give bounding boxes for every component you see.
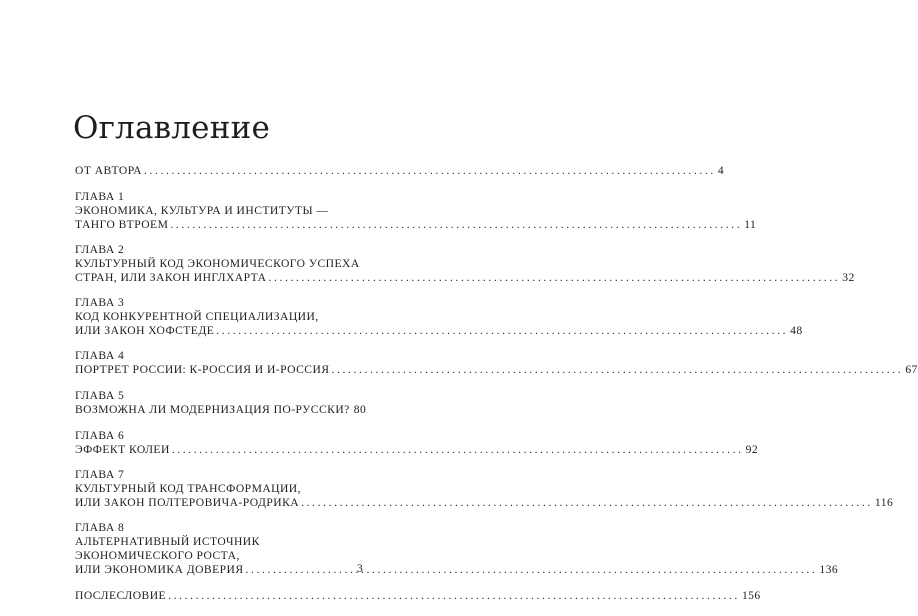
page-title: Оглавление	[73, 110, 270, 146]
chapter-label: ГЛАВА 3	[75, 296, 125, 309]
chapter-label: ГЛАВА 8	[75, 521, 125, 534]
toc-row	[75, 403, 367, 417]
toc-entry-title: ПОСЛЕСЛОВИЕ	[75, 589, 167, 602]
toc-row	[75, 443, 759, 457]
toc-row	[75, 218, 757, 232]
toc-row	[75, 563, 839, 577]
toc-entry-chapter-6	[75, 429, 759, 457]
toc-entry-preface	[75, 164, 725, 178]
dot-leader	[331, 363, 903, 377]
toc-entry-title-last-line: СТРАН, ИЛИ ЗАКОН ИНГЛХАРТА	[75, 271, 267, 284]
toc-entry-title-line: КУЛЬТУРНЫЙ КОД ЭКОНОМИЧЕСКОГО УСПЕХА	[75, 257, 360, 270]
toc-page-number: 32	[842, 271, 855, 284]
chapter-label: ГЛАВА 6	[75, 429, 125, 442]
table-of-contents	[75, 164, 918, 603]
dot-leader	[170, 218, 742, 232]
dot-leader	[216, 324, 788, 338]
toc-entry-chapter-7	[75, 468, 894, 510]
toc-entry-title-last-line: ЭФФЕКТ КОЛЕИ	[75, 443, 170, 456]
toc-entry-chapter-2	[75, 243, 855, 285]
toc-row	[75, 363, 918, 377]
dot-leader	[246, 563, 818, 577]
chapter-label: ГЛАВА 2	[75, 243, 125, 256]
page-number: 3	[357, 563, 363, 575]
chapter-label: ГЛАВА 7	[75, 468, 125, 481]
toc-row	[75, 589, 761, 603]
toc-page-number: 156	[741, 589, 761, 602]
toc-page-number: 80	[353, 403, 367, 416]
toc-entry-title-line: КУЛЬТУРНЫЙ КОД ТРАНСФОРМАЦИИ,	[75, 482, 301, 495]
dot-leader	[172, 443, 744, 457]
chapter-label: ГЛАВА 4	[75, 349, 125, 362]
toc-entry-chapter-5	[75, 389, 367, 417]
toc-page-number: 67	[905, 363, 918, 376]
toc-entry-title: ОТ АВТОРА	[75, 164, 142, 177]
toc-entry-title-last-line: ВОЗМОЖНА ЛИ МОДЕРНИЗАЦИЯ ПО-РУССКИ?	[75, 403, 350, 416]
toc-entry-title-line: АЛЬТЕРНАТИВНЫЙ ИСТОЧНИК	[75, 535, 260, 548]
toc-entry-title-last-line: ТАНГО ВТРОЕМ	[75, 218, 169, 231]
toc-entry-title-line: ЭКОНОМИЧЕСКОГО РОСТА,	[75, 549, 240, 562]
toc-row	[75, 324, 803, 338]
toc-page-number: 48	[790, 324, 803, 337]
toc-page-number: 136	[819, 563, 839, 576]
toc-row	[75, 271, 855, 285]
toc-entry-title-last-line: ПОРТРЕТ РОССИИ: К-РОССИЯ И И-РОССИЯ	[75, 363, 330, 376]
chapter-label: ГЛАВА 5	[75, 389, 125, 402]
toc-page-number: 4	[717, 164, 725, 177]
toc-entry-title-line: ЭКОНОМИКА, КУЛЬТУРА И ИНСТИТУТЫ —	[75, 204, 329, 217]
toc-entry-chapter-8	[75, 521, 839, 577]
toc-page-number: 116	[874, 496, 894, 509]
toc-entry-title-last-line: ИЛИ ЗАКОН ПОЛТЕРОВИЧА-РОДРИКА	[75, 496, 300, 509]
chapter-label: ГЛАВА 1	[75, 190, 125, 203]
toc-page-number: 92	[745, 443, 759, 456]
toc-entry-title-last-line: ИЛИ ЗАКОН ХОФСТЕДЕ	[75, 324, 215, 337]
dot-leader	[301, 496, 873, 510]
toc-entry-chapter-3	[75, 296, 803, 338]
toc-row	[75, 164, 725, 178]
toc-entry-title-last-line: ИЛИ ЭКОНОМИКА ДОВЕРИЯ	[75, 563, 244, 576]
dot-leader	[144, 164, 716, 178]
toc-entry-chapter-1	[75, 190, 757, 232]
toc-page-number: 11	[744, 218, 757, 231]
toc-row	[75, 496, 894, 510]
toc-entry-afterword	[75, 589, 761, 603]
toc-entry-chapter-4	[75, 349, 918, 377]
dot-leader	[168, 589, 740, 603]
toc-entry-title-line: КОД КОНКУРЕНТНОЙ СПЕЦИАЛИЗАЦИИ,	[75, 310, 319, 323]
dot-leader	[268, 271, 840, 285]
